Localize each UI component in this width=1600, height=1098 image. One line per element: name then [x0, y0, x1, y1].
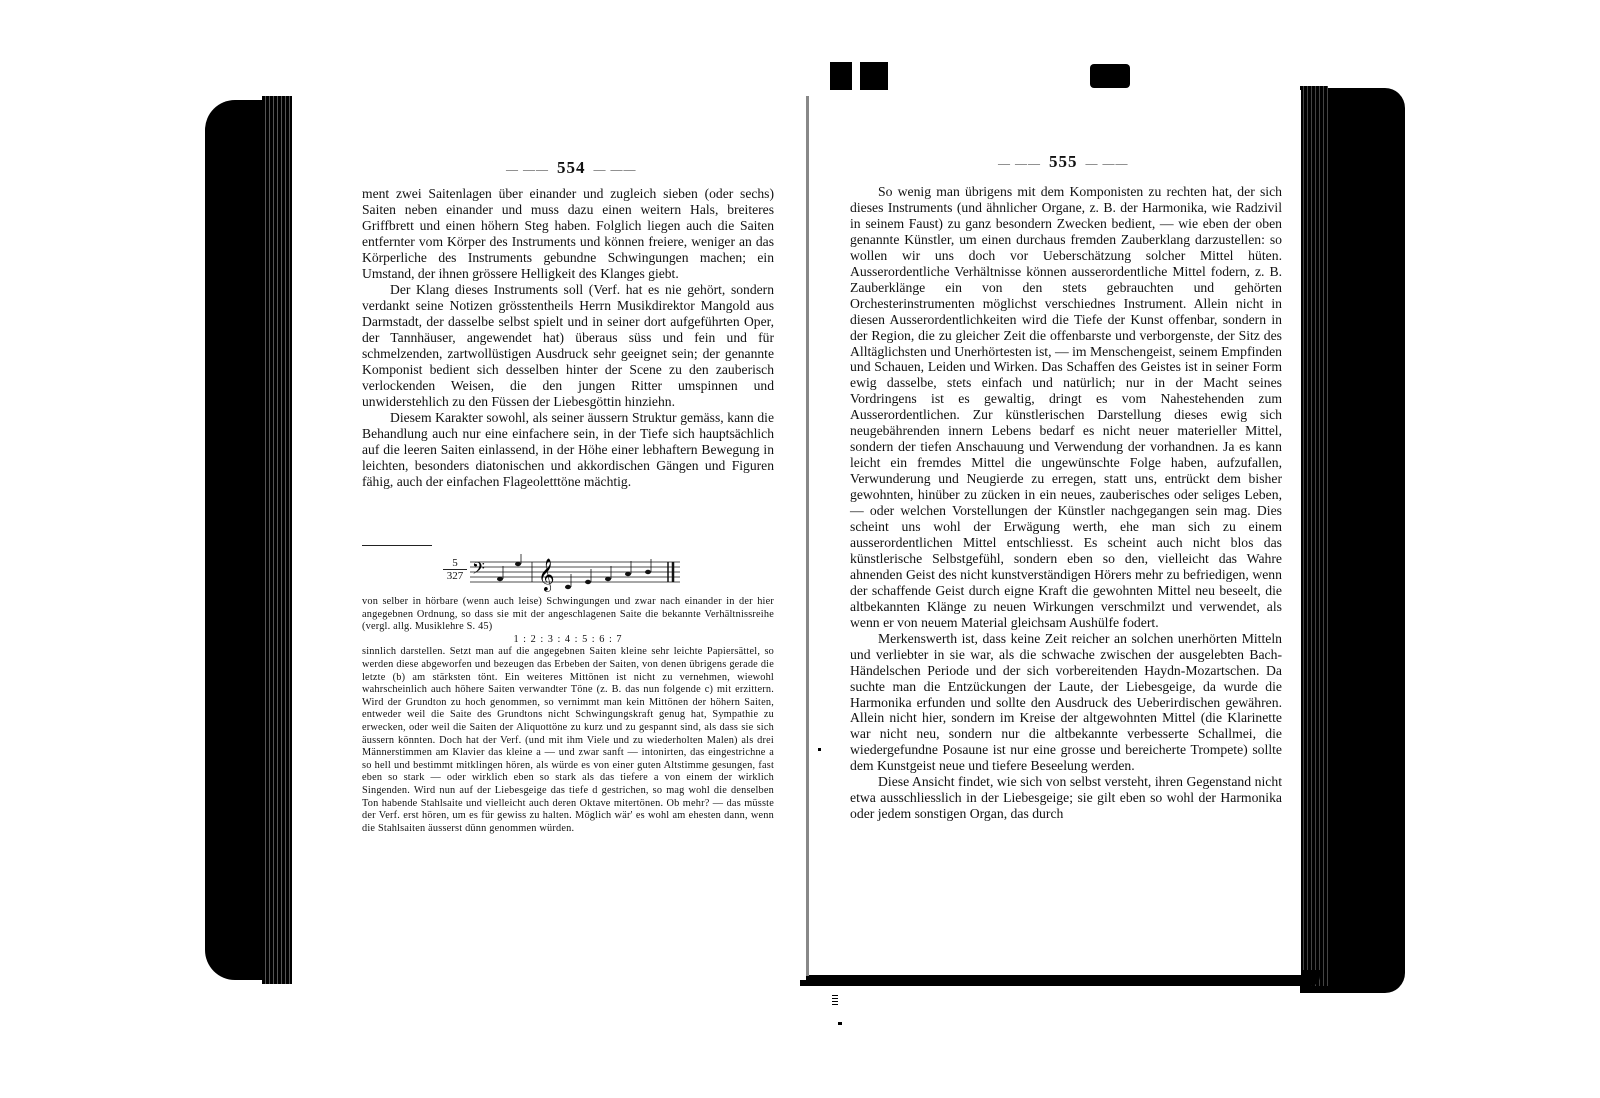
left-page-stack — [262, 96, 292, 984]
footnote-text — [362, 596, 774, 835]
paragraph: ment zwei Saitenlagen über einander und zugleich sieben (oder sechs) Saiten neben einander und muss dazu einen weitern Hals, breiteres Griffbrett und einen höhern Steg haben. Folglich liegen auch die Saiten entfernter vom Körper des Instruments und können freiere, weniger an das Körperliche des Instruments gebundne Schwingungen machen; ein Umstand, der ihnen grössere Helligkeit des Klanges giebt. — [362, 186, 774, 281]
paragraph: Diese Ansicht findet, wie sich von selbst versteht, ihren Gegenstand nicht etwa ausschliesslich in der Liebesgeige; sie gilt eben so wohl der Harmonika oder jedem sonstigen Organ, das durch — [850, 774, 1282, 822]
footnote-fraction — [443, 557, 467, 582]
svg-text:𝄞: 𝄞 — [538, 558, 555, 591]
footnote-part-1: von selber in hörbare (wenn auch leise) Schwingungen und zwar nach einander in der hier angegebnen Ordnung, so dass sie mit der angeschlagenen Saite die bekannte Verhältnissreihe (vergl. allg. Musiklehre S. 45) — [362, 596, 774, 633]
paragraph: Der Klang dieses Instruments soll (Verf. hat es nie gehört, sondern verdankt seine Notizen grösstentheils Herrn Musikdirektor Mangold aus Darmstadt, der dasselbe selbst spielt und in seiner dort aufgeführten Oper, der Tannhäuser, angewendet hat) überaus süss und fein und für schmelzenden, zartwollüstigen Ausdruck sehr geeignet sein; der genannte Komponist bedient sich desselben hinter der Scene zu den zauberisch verlockenden Weisen, die den jungen Ritter umspinnen und unwiderstehlich zu den Füssen der Liebesgöttin hinziehn. — [362, 282, 774, 409]
paragraph: So wenig man übrigens mit dem Komponisten zu rechten hat, der sich dieses Instruments (und ähnlicher Organe, z. B. der Harmonika, wie Radzivil in seinem Faust) zu ganz besondern Zwecken bedient, — wie eben der oben genannte Künstler, um einen durchaus fremden Zauberklang darzustellen: so wollen wir uns doch vor Ueberschätzung solcher Mittel hüten. Ausserordentliche Verhältnisse können ausserordentliche Mittel fodern, z. B. Zauberklänge ein von den stets gebrauchten und gehörten Orchesterinstrumenten möglichst verschiednes Instrument. Allein nicht in diesen Ausserordentlichkeiten wird die Tiefe der Kunst offenbar, sondern in der Region, die zu gleicher Zeit die offenbarste und verborgenste, der Sitz des Alltäglichsten und Unerhörtesten ist, — im Menschengeist, seinem Empfinden und Schauen, Leiden und Wirken. Das Schaffen des Geistes ist in seiner Form ewig dasselbe, stets einfach und natürlich; nur in der Macht seines Vordringens ist es gewaltig, dringt es vom Nahestehenden zum Ausserordentlichen. Zur künstlerischen Darstellung dieses ewig sich neugebährenden innern Lebens bedarf es nicht neuer materieller Mittel, sondern der tiefen Anschauung und Verwendung der vorhandnen. Ja es kann leicht ein fremdes Mittel die ungewünschte Folge haben, aufzufallen, Verwunderung und Neugierde zu erregen, statt uns, entrückt dem bisher gewohnten, hinüber zu zücken in ein neues, zauberisches oder seliges Leben, — oder welchen Vorstellungen der Künstler nachgegangen sein mag. Dies scheint uns wohl der Erwägung werth, ehe man sich zu einem ausserordentlichen Mittel entschliesst. Es scheint auch nicht blos das künstlerische Selbstgefühl, sondern eben so den, vielleicht das Wahre ahnenden Geist des nicht kunstverständigen Hörers mehr zu befriedigen, wenn der schaffende Geist durch eigne Kraft die gewohnten Mittel neu beseelt, die altbekannten Klänge zu neuen Wirkungen verschmilzt und verwendet, als wenn er von neuem Material gleichsam Aushülfe fodert. — [850, 184, 1282, 630]
right-body-text — [850, 184, 1282, 822]
scan-speck — [818, 748, 821, 751]
music-notation-example — [470, 552, 690, 592]
scan-speck — [838, 1022, 842, 1025]
bookmark-tab-3 — [1090, 64, 1130, 88]
scan-speck — [832, 995, 838, 1007]
page-number-left: — —— 554 — —— — [498, 158, 645, 178]
svg-text:𝄢: 𝄢 — [472, 558, 485, 582]
footnote-rule — [362, 545, 432, 546]
page-number-right: — —— 555 — —— — [990, 152, 1137, 172]
ratio-series: 1 : 2 : 3 : 4 : 5 : 6 : 7 — [513, 633, 623, 645]
paragraph: Merkenswerth ist, dass keine Zeit reicher an solchen unerhörten Mitteln und verliebter in sie war, als die schwache zwischen der ausgelebten Bach-Händelschen Periode und der sich vorbereitenden Haydn-Mozartschen. Da suchte man die Entzückungen der Laute, der Liebesgeige, da wurde die Harmonika erfunden und sollte den Ausdruck des Ueberirdischen gewähren. Allein nicht hier, sondern im Kreise der altgewohnten Mittel (die Klarinette war nicht neu, sondern nur die altbekannte verbesserte Schallmei, die wiedergefundne Posaune ist nur eine grosse und bereicherte Trompete) sollte dem Kunstgeist neue und tiefere Beseelung werden. — [850, 630, 1282, 774]
fraction-denominator: 327 — [446, 570, 464, 582]
paragraph: Diesem Karakter sowohl, als seiner äussern Struktur gemäss, kann die Behandlung auch nur eine einfachere sein, in der Tiefe sich hauptsächlich auf die leeren Saiten einlassend, in der Höhe einer lebhaftern Bewegung in leichten, besonders diatonischen und akkordischen Gängen und Figuren fähig, auch der einfachen Flageoletttöne mächtig. — [362, 410, 774, 489]
fraction-numerator: 5 — [443, 557, 467, 570]
left-body-text — [362, 186, 774, 490]
right-page-stack — [1300, 86, 1328, 986]
footnote-part-2: sinnlich darstellen. Setzt man auf die angegebnen Saiten kleine sehr leichte Papiersättel, so werden diese abgeworfen und bezeugen das Erbeben der Saiten, von denen übrigens gerade die letzte (b) am stärksten tönt. Ein weiteres Mittönen ist nicht zu vernehmen, wiewohl wahrscheinlich auch höhere Saiten verwandter Töne (z. B. das nun folgende c) mit erzittern. Wird der Grundton zu hoch genommen, so vernimmt man kein Mittönen der höhern Saiten, entweder weil die Saite des Grundtons nicht Schwingungskraft genug hat, Sympathie zu erwecken, oder weil die Saiten der Aliquottöne zu kurz und zu gespannt sind, als dass sie sich äussern könnten. Doch hat der Verf. (und mit ihm Viele und zu wiederholten Malen) als drei Männerstimmen am Klavier das kleine a — und zwar sanft — intonirten, das eingestrichne a so hell und bestimmt mitklingen hören, als würde es von einer guten Altstimme gesungen, fast eben so stark — oder wirklich eben so stark als das tiefere a von einem der wirklich Singenden. Wird nun auf der Liebesgeige das tiefe d gestrichen, so mag wohl die denselben Ton habende Stahlsaite und vielleicht auch deren Oktave mitertönen. Ob mehr? — das müsste der Verf. erst hören, um es für gewiss zu halten. Möglich wär' es wohl am ehesten dann, wenn die Stahlsaiten äusserst dünn genommen würden. — [362, 646, 774, 834]
